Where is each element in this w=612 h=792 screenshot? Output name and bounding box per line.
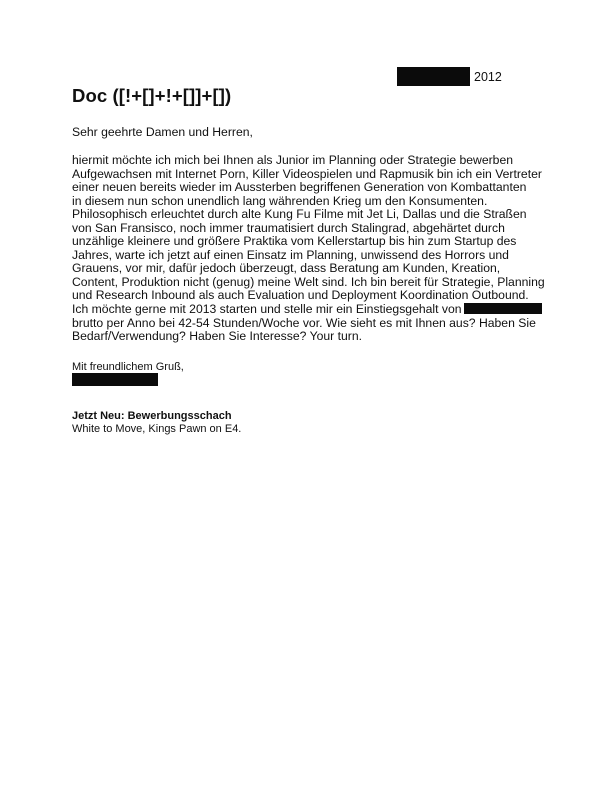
body-line: Aufgewachsen mit Internet Porn, Killer Videospielen und Rapmusik bin ich ein Vertreter (72, 166, 542, 181)
date-year: 2012 (474, 70, 502, 84)
date-line (397, 67, 537, 86)
postscript-text: White to Move, Kings Pawn on E4. (72, 423, 242, 435)
postscript-title: Jetzt Neu: Bewerbungsschach (72, 410, 232, 422)
greeting: Sehr geehrte Damen und Herren, (72, 125, 253, 139)
document-title: Doc ([!+[]+!+[]]+[]) (72, 85, 232, 106)
body-line: einer neuen bereits wieder im Aussterben begriffenen Generation von Kombattanten (72, 180, 527, 195)
body-line: Philosophisch erleuchtet durch alte Kung Fu Filme mit Jet Li, Dallas und die Straßen (72, 207, 527, 222)
body-line: von San Fransisco, noch immer traumatisiert durch Stalingrad, abgehärtet durch (72, 220, 505, 235)
body-line: brutto per Anno bei 42-54 Stunden/Woche vor. Wie sieht es mit Ihnen aus? Haben Sie (72, 315, 536, 330)
signature-redaction (72, 373, 158, 386)
closing: Mit freundlichem Gruß, (72, 361, 184, 373)
body-line: in diesem nun schon unendlich lang währenden Krieg um den Konsumenten. (72, 193, 488, 208)
body-line: hiermit möchte ich mich bei Ihnen als Junior im Planning oder Strategie bewerben (72, 153, 514, 167)
body-line-salary (72, 303, 552, 317)
body-line: Jahres, warte ich jetzt auf einen Einsatz im Planning, unwissend des Horrors und (72, 247, 509, 262)
body-paragraph (72, 154, 552, 344)
body-line: Grauens, vor mir, dafür jedoch überzeugt, dass Beratung am Kunden, Kreation, (72, 261, 501, 276)
date-redaction (397, 67, 470, 86)
body-line: und Research Inbound als auch Evaluation und Deployment Koordination Outbound. (72, 288, 529, 303)
body-line: unzählige kleinere und größere Praktika vom Kellerstartup bis hin zum Startup des (72, 234, 517, 249)
body-line: Bedarf/Verwendung? Haben Sie Interesse? Your turn. (72, 329, 362, 344)
body-line-text: Ich möchte gerne mit 2013 starten und stelle mir ein Einstiegsgehalt von (72, 302, 462, 317)
body-line: Content, Produktion nicht (genug) meine Welt sind. Ich bin bereit für Strategie, Planning (72, 274, 545, 289)
salary-redaction (464, 303, 542, 314)
